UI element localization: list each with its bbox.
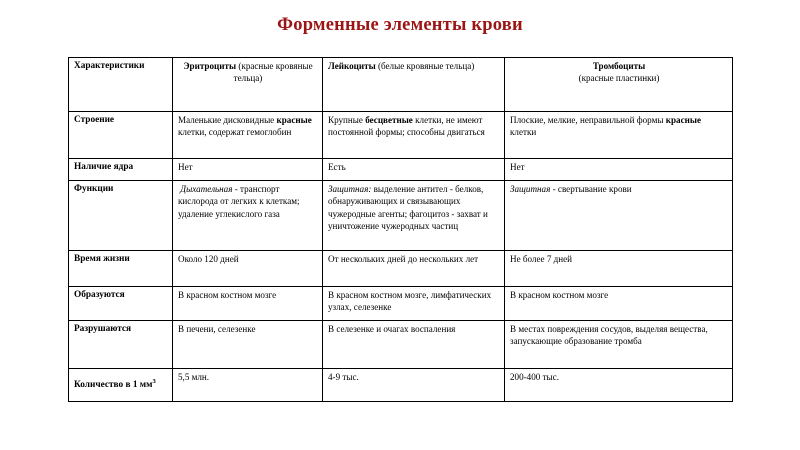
cell-text: В красном костном мозге xyxy=(510,290,609,300)
row-label-nalichie-yadra xyxy=(69,159,173,181)
table-row xyxy=(69,159,733,181)
header-thrombocytes-bold: Тромбоциты xyxy=(592,61,646,71)
cell-text: Около 120 дней xyxy=(178,254,239,264)
row-label-kolichestvo xyxy=(69,369,173,402)
cell-text-post: выделение антител - белков, обнаруживающих и связывающих чужеродные агенты; фагоцитоз - захват и уничтожение чужеродных частиц xyxy=(328,184,488,231)
header-characteristic-label: Характеристики xyxy=(74,61,145,71)
cell-funkcii-erythrocytes xyxy=(173,181,323,251)
cell-text-post: клетки, не имеют постоянной формы; способны двигаться xyxy=(328,115,485,138)
cell-obrazuyutsya-erythrocytes xyxy=(173,287,323,321)
cell-text-post: - транспорт кислорода от легких к клеткам; удаление углекислого газа xyxy=(178,184,300,219)
cell-stroenie-erythrocytes xyxy=(173,112,323,159)
header-erythrocytes-bold: Эритроциты xyxy=(183,61,237,71)
cell-text: Нет xyxy=(510,162,525,172)
cell-text: 4-9 тыс. xyxy=(328,372,359,382)
cell-text-pre: Плоские, мелкие, неправильной формы xyxy=(510,115,666,125)
cell-text: В печени, селезенке xyxy=(178,324,256,334)
cell-text-post: - свертывание крови xyxy=(550,184,632,194)
cell-text-pre: Крупные xyxy=(328,115,366,125)
row-label-text: Разрушаются xyxy=(74,324,132,334)
row-label-stroenie xyxy=(69,112,173,159)
table-header-row xyxy=(69,58,733,112)
row-label-vremya-zhizni xyxy=(69,251,173,287)
table-row xyxy=(69,112,733,159)
header-leukocytes xyxy=(323,58,505,112)
cell-vremya-zhizni-erythrocytes xyxy=(173,251,323,287)
table-row xyxy=(69,251,733,287)
cell-stroenie-thrombocytes xyxy=(505,112,733,159)
header-leukocytes-rest: (белые кровяные тельца) xyxy=(375,61,475,71)
header-thrombocytes xyxy=(505,58,733,112)
cell-text: Есть xyxy=(328,162,346,172)
cell-kolichestvo-thrombocytes xyxy=(505,369,733,402)
row-label-text: Строение xyxy=(74,115,115,125)
cell-text: 200-400 тыс. xyxy=(510,372,559,382)
cell-text-bold: красные xyxy=(276,115,312,125)
cell-text-post: клетки, содержат гемоглобин xyxy=(178,127,292,138)
row-label-text: Функции xyxy=(74,184,114,194)
cell-vremya-zhizni-leukocytes xyxy=(323,251,505,287)
cell-text: В местах повреждения сосудов, выделяя вещества, запускающие образование тромба xyxy=(510,324,708,347)
table-row xyxy=(69,181,733,251)
table-row xyxy=(69,287,733,321)
page-title: Форменные элементы крови xyxy=(277,15,523,35)
cell-text-post: клетки xyxy=(510,127,537,138)
cell-text-bold: бесцветные xyxy=(365,115,413,125)
cell-kolichestvo-leukocytes xyxy=(323,369,505,402)
header-erythrocytes-rest: (красные кровяные тельца) xyxy=(233,61,313,84)
header-characteristic xyxy=(69,58,173,112)
cell-kolichestvo-erythrocytes xyxy=(173,369,323,402)
row-label-text: Время жизни xyxy=(74,254,130,264)
row-label-superscript: 3 xyxy=(152,377,156,385)
cell-text: В красном костном мозге, лимфатических узлах, селезенке xyxy=(328,290,492,313)
cell-text-italic: Защитная: xyxy=(328,184,372,194)
cell-funkcii-thrombocytes xyxy=(505,181,733,251)
header-thrombocytes-rest: (красные пластинки) xyxy=(578,73,660,84)
cell-razrushayutsya-erythrocytes xyxy=(173,321,323,369)
row-label-razrushayutsya xyxy=(69,321,173,369)
row-label-text: Образуются xyxy=(74,290,125,300)
cell-text: Не более 7 дней xyxy=(510,254,573,264)
row-label-obrazuyutsya xyxy=(69,287,173,321)
cell-obrazuyutsya-leukocytes xyxy=(323,287,505,321)
cell-vremya-zhizni-thrombocytes xyxy=(505,251,733,287)
row-label-funkcii xyxy=(69,181,173,251)
blood-cells-table xyxy=(68,57,733,402)
cell-funkcii-leukocytes xyxy=(323,181,505,251)
cell-text: В красном костном мозге xyxy=(178,290,277,300)
cell-text-italic: Защитная xyxy=(510,184,551,194)
cell-text-bold: красные xyxy=(665,115,701,125)
cell-text-pre: Маленькие дисковидные xyxy=(178,115,277,125)
table-row xyxy=(69,369,733,402)
cell-text-italic: Дыхательная xyxy=(180,184,233,194)
row-label-text: Количество в 1 мм xyxy=(74,379,153,390)
table-row xyxy=(69,321,733,369)
row-label-text: Наличие ядра xyxy=(74,162,134,172)
cell-text: 5,5 млн. xyxy=(178,372,210,382)
cell-text: В селезенке и очагах воспаления xyxy=(328,324,456,334)
cell-obrazuyutsya-thrombocytes xyxy=(505,287,733,321)
header-erythrocytes xyxy=(173,58,323,112)
cell-text: От нескольких дней до нескольких лет xyxy=(328,254,479,264)
header-leukocytes-bold: Лейкоциты xyxy=(328,61,376,71)
cell-razrushayutsya-thrombocytes xyxy=(505,321,733,369)
cell-text: Нет xyxy=(178,162,193,172)
cell-nalichie-yadra-leukocytes xyxy=(323,159,505,181)
cell-razrushayutsya-leukocytes xyxy=(323,321,505,369)
cell-nalichie-yadra-erythrocytes xyxy=(173,159,323,181)
cell-nalichie-yadra-thrombocytes xyxy=(505,159,733,181)
cell-stroenie-leukocytes xyxy=(323,112,505,159)
